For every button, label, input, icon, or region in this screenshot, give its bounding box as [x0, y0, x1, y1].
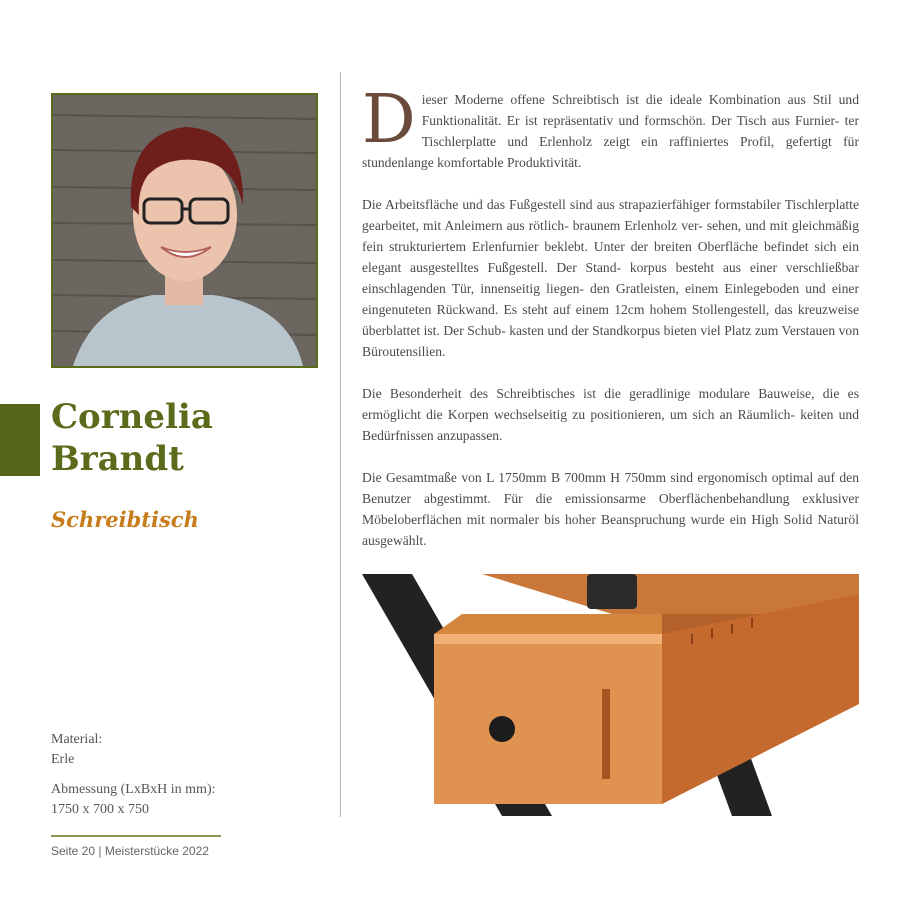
project-title: Schreibtisch: [51, 507, 199, 532]
paragraph-1-text: ieser Moderne offene Schreibtisch ist die ideale Kombination aus Stil und Funktionalität. Er ist repräsentativ und formschön. Der Tisch aus Furnier- ter Tischlerplatte und Erlenholz zeigt ein raffiniertes Profil, gefertigt für stundenlange komfortable Produktivität.: [362, 92, 859, 170]
first-name: Cornelia: [51, 397, 213, 437]
last-name: Brandt: [51, 439, 184, 479]
portrait-photo: [51, 93, 318, 368]
specifications: [51, 730, 216, 820]
accent-bar: [0, 404, 40, 476]
dimension-value: 1750 x 700 x 750: [51, 802, 149, 817]
publication-name: Meisterstücke 2022: [104, 844, 209, 858]
material-value: Erle: [51, 752, 75, 767]
page-footer: [51, 844, 209, 858]
column-divider: [340, 72, 341, 817]
desk-photo: [362, 574, 859, 816]
desk-drawer-icon: [362, 574, 859, 816]
footer-rule: [51, 835, 221, 837]
paragraph-2: Die Arbeitsfläche und das Fußgestell sind aus strapazierfähiger formstabiler Tischlerplatte gearbeitet, mit Anleimern aus rötlich- braunem Erlenholz ver- sehen, und mit gleichmäßig fein strukturiertem Erlenfurnier beklebt. Unter der breiten Oberfläche befindet sich ein elegant ausgestelltes Fußgestell. Der Stand- korpus besteht aus einer verschließbar einschlagenden Tür, innenseitig liegen- den Gratleisten, einem Einlegeboden und einer eingenuteten Rückwand. Es steht auf einem 12cm hohem Stollengestell, das kreuzweise überblattet ist. Der Schub- kasten und der Standkorpus bieten viel Platz zum Verstauen von Büroutensilien.: [362, 197, 859, 359]
article-body: [362, 80, 859, 572]
paragraph-4: Die Gesamtmaße von L 1750mm B 700mm H 750mm sind ergonomisch optimal auf den Benutzer abgestimmt. Für die emissionsarme Oberflächenbehandlung exklusiver Möbeloberflächen mit normaler bis hoher Beanspruchung wurde ein High Solid Naturöl ausgewählt.: [362, 470, 859, 548]
person-portrait-icon: [53, 95, 316, 366]
page-number: Seite 20: [51, 844, 96, 858]
dimension-label: Abmessung (LxBxH in mm):: [51, 782, 216, 797]
drop-cap: D: [362, 80, 416, 158]
person-name: [51, 396, 213, 480]
paragraph-3: Die Besonderheit des Schreibtisches ist die geradlinige modulare Bauweise, die es ermöglicht die Korpen wechselseitig zu positionieren, um sich an Räumlich- keiten und Bedürfnissen anzupassen.: [362, 386, 859, 443]
paragraph-1: [362, 80, 859, 173]
footer-separator: |: [98, 844, 102, 858]
material-label: Material:: [51, 732, 103, 747]
